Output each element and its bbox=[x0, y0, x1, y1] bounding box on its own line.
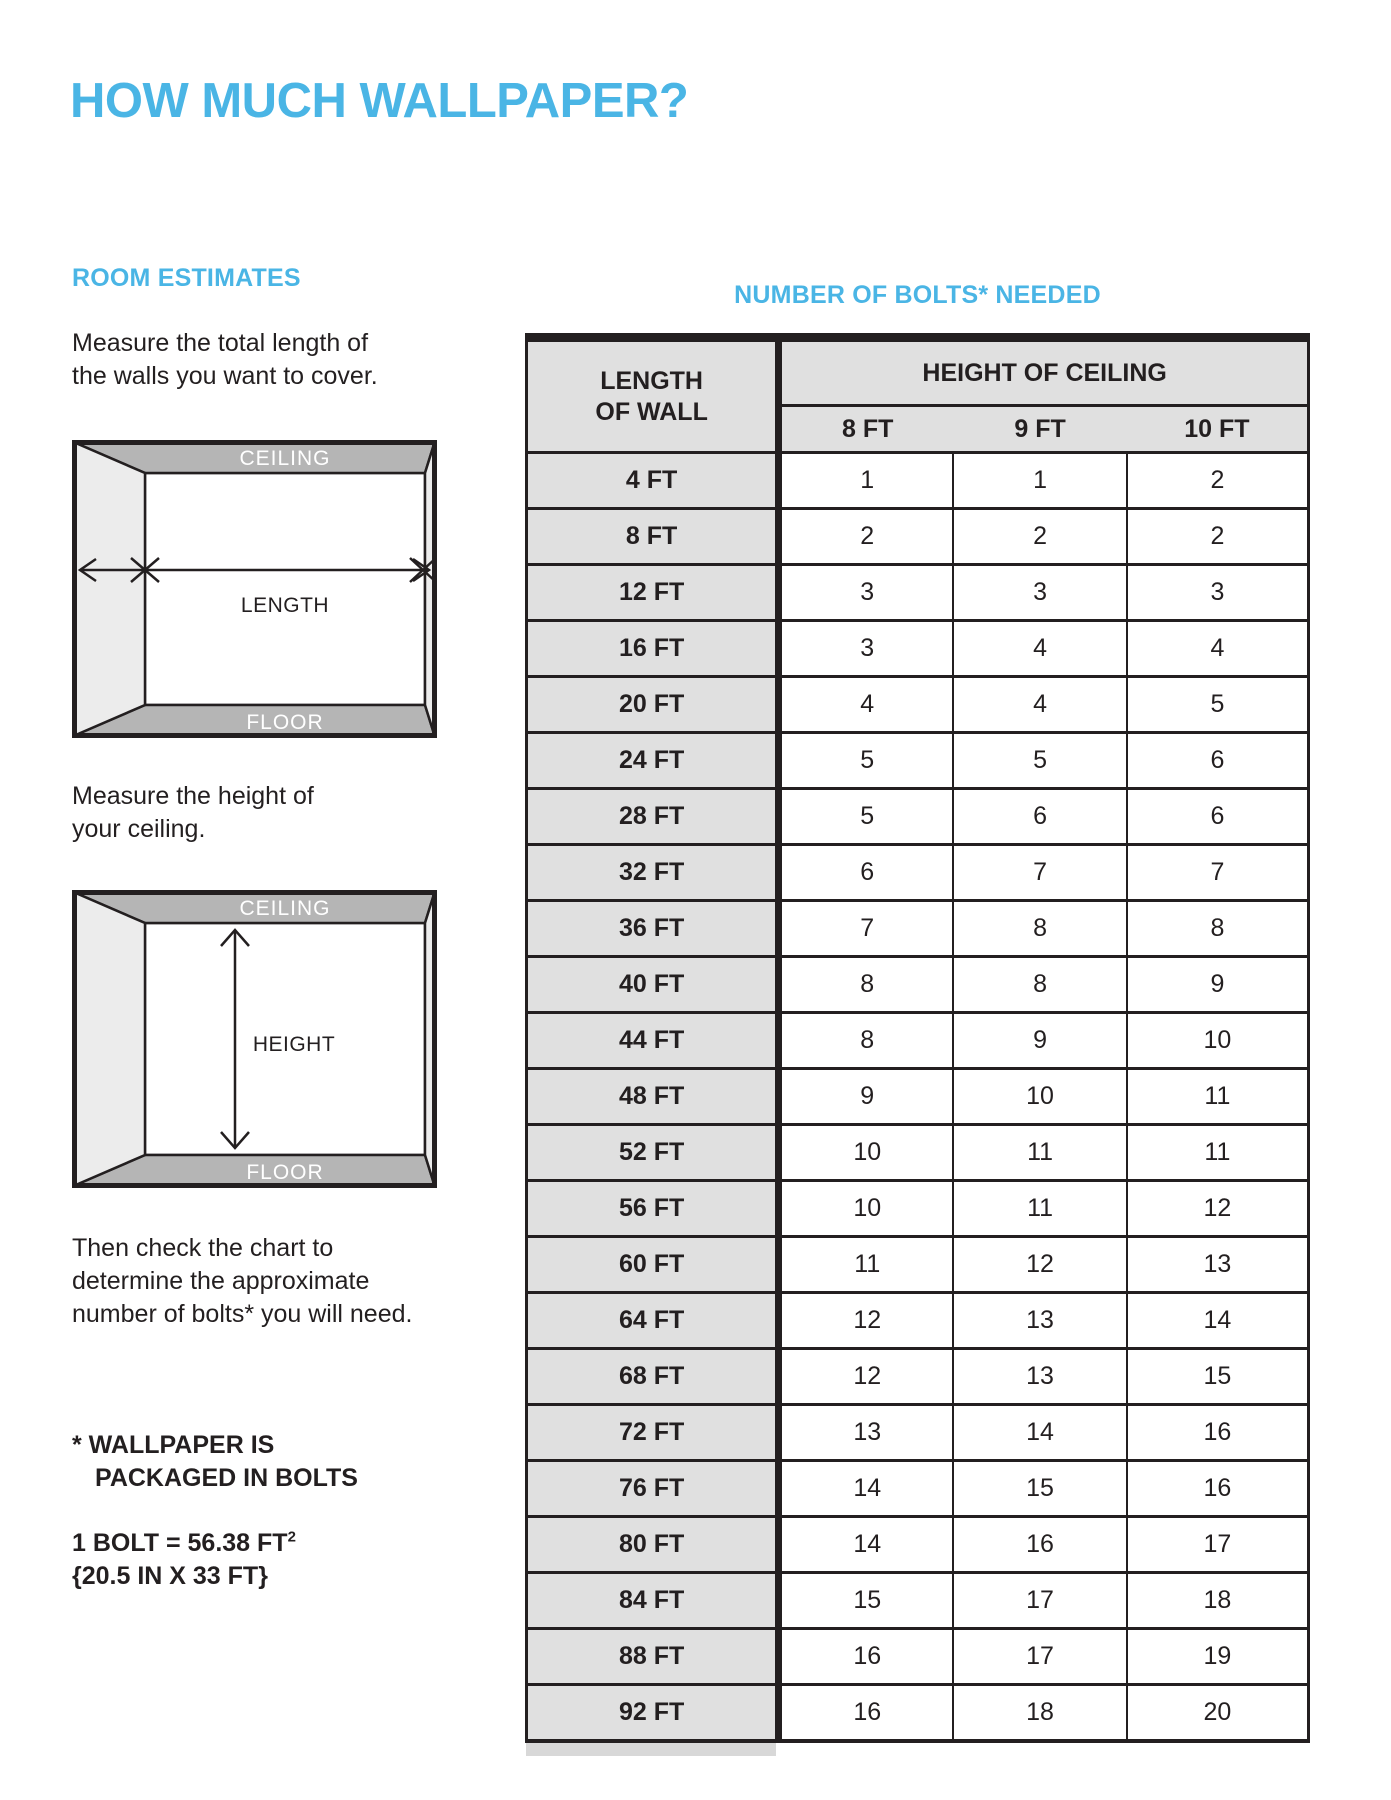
paragraph-line: Then check the chart to bbox=[72, 1234, 334, 1262]
back-wall-face bbox=[145, 473, 425, 705]
bolt-count-cell: 11 bbox=[953, 1181, 1127, 1237]
length-of-wall-header-line: OF WALL bbox=[595, 397, 708, 426]
table-row bbox=[527, 1517, 1309, 1573]
table-row bbox=[527, 789, 1309, 845]
bolt-count-cell: 6 bbox=[1127, 733, 1309, 789]
bolt-count-cell: 13 bbox=[953, 1349, 1127, 1405]
bolt-equation-text: 1 BOLT = 56.38 FT bbox=[72, 1529, 288, 1557]
col-header-8ft: 8 FT bbox=[779, 406, 954, 453]
length-of-wall-header bbox=[527, 338, 779, 453]
bolt-dimensions-line: {20.5 IN X 33 FT} bbox=[72, 1562, 268, 1590]
paragraph-line: number of bolts* you will need. bbox=[72, 1300, 413, 1328]
bolt-count-cell: 9 bbox=[953, 1013, 1127, 1069]
bolt-count-cell: 18 bbox=[1127, 1573, 1309, 1629]
row-label: 88 FT bbox=[527, 1629, 779, 1685]
row-label: 52 FT bbox=[527, 1125, 779, 1181]
bolt-count-cell: 16 bbox=[779, 1685, 954, 1742]
bolt-count-cell: 8 bbox=[1127, 901, 1309, 957]
bolt-count-cell: 9 bbox=[779, 1069, 954, 1125]
col-header-9ft: 9 FT bbox=[953, 406, 1127, 453]
bolt-count-cell: 14 bbox=[953, 1405, 1127, 1461]
bolt-count-cell: 15 bbox=[779, 1573, 954, 1629]
row-label: 8 FT bbox=[527, 509, 779, 565]
table-row bbox=[527, 1405, 1309, 1461]
bolt-equation-line bbox=[72, 1527, 296, 1560]
bolt-count-cell: 19 bbox=[1127, 1629, 1309, 1685]
table-row bbox=[527, 1349, 1309, 1405]
bolt-count-cell: 20 bbox=[1127, 1685, 1309, 1742]
bolt-count-cell: 16 bbox=[953, 1517, 1127, 1573]
paragraph-line: Measure the total length of bbox=[72, 329, 369, 357]
bolt-count-cell: 4 bbox=[953, 621, 1127, 677]
row-label: 20 FT bbox=[527, 677, 779, 733]
length-of-wall-header-line: LENGTH bbox=[600, 366, 703, 395]
check-chart-paragraph bbox=[72, 1232, 412, 1331]
height-label: HEIGHT bbox=[252, 1033, 336, 1056]
bolt-count-cell: 4 bbox=[779, 677, 954, 733]
bolt-count-cell: 1 bbox=[779, 453, 954, 509]
paragraph-line: the walls you want to cover. bbox=[72, 362, 378, 390]
bolts-table-body bbox=[527, 453, 1309, 1742]
room-length-diagram bbox=[72, 440, 437, 738]
bolt-count-cell: 16 bbox=[1127, 1461, 1309, 1517]
col-header-10ft: 10 FT bbox=[1127, 406, 1309, 453]
bolt-count-cell: 17 bbox=[953, 1573, 1127, 1629]
ceiling-label: CEILING bbox=[239, 897, 331, 920]
bolt-count-cell: 16 bbox=[1127, 1405, 1309, 1461]
footnote-line: * WALLPAPER IS bbox=[72, 1431, 275, 1459]
bolt-count-cell: 7 bbox=[953, 845, 1127, 901]
row-label: 60 FT bbox=[527, 1237, 779, 1293]
bolt-count-cell: 17 bbox=[953, 1629, 1127, 1685]
bolt-count-cell: 4 bbox=[953, 677, 1127, 733]
bolt-count-cell: 5 bbox=[779, 733, 954, 789]
table-row bbox=[527, 901, 1309, 957]
bolt-count-cell: 11 bbox=[1127, 1069, 1309, 1125]
row-label: 72 FT bbox=[527, 1405, 779, 1461]
bolt-equation-exponent: 2 bbox=[287, 1528, 296, 1546]
paragraph-line: determine the approximate bbox=[72, 1267, 370, 1295]
bolt-count-cell: 18 bbox=[953, 1685, 1127, 1742]
row-label: 92 FT bbox=[527, 1685, 779, 1742]
table-row bbox=[527, 845, 1309, 901]
bolt-count-cell: 8 bbox=[779, 957, 954, 1013]
left-wall-face bbox=[75, 893, 146, 1186]
table-row bbox=[527, 1293, 1309, 1349]
bolt-count-cell: 6 bbox=[1127, 789, 1309, 845]
bolt-count-cell: 12 bbox=[953, 1237, 1127, 1293]
bolts-table-wrapper bbox=[525, 333, 1310, 1756]
bolt-count-cell: 12 bbox=[779, 1293, 954, 1349]
bolt-count-cell: 2 bbox=[1127, 453, 1309, 509]
bolt-count-cell: 12 bbox=[779, 1349, 954, 1405]
paragraph-line: Measure the height of bbox=[72, 782, 314, 810]
bolt-count-cell: 13 bbox=[1127, 1237, 1309, 1293]
ceiling-label: CEILING bbox=[239, 447, 331, 470]
row-label: 40 FT bbox=[527, 957, 779, 1013]
floor-label: FLOOR bbox=[246, 1161, 324, 1184]
table-row bbox=[527, 509, 1309, 565]
bolt-count-cell: 6 bbox=[953, 789, 1127, 845]
bolts-table-heading: NUMBER OF BOLTS* NEEDED bbox=[734, 281, 1101, 309]
bolt-count-cell: 3 bbox=[953, 565, 1127, 621]
table-row bbox=[527, 565, 1309, 621]
row-label: 24 FT bbox=[527, 733, 779, 789]
bolt-count-cell: 3 bbox=[779, 621, 954, 677]
bolt-count-cell: 14 bbox=[1127, 1293, 1309, 1349]
bolt-count-cell: 13 bbox=[953, 1293, 1127, 1349]
page-title: HOW MUCH WALLPAPER? bbox=[70, 74, 689, 128]
measure-length-paragraph bbox=[72, 327, 378, 393]
row-label: 4 FT bbox=[527, 453, 779, 509]
bolt-count-cell: 1 bbox=[953, 453, 1127, 509]
wallpaper-bolts-footnote bbox=[72, 1429, 358, 1495]
bolt-count-cell: 12 bbox=[1127, 1181, 1309, 1237]
table-row bbox=[527, 1069, 1309, 1125]
floor-label: FLOOR bbox=[246, 711, 324, 734]
room-height-diagram bbox=[72, 890, 437, 1188]
bolts-table bbox=[525, 333, 1310, 1743]
bolt-size-info bbox=[72, 1527, 296, 1593]
row-label: 12 FT bbox=[527, 565, 779, 621]
bolt-count-cell: 7 bbox=[779, 901, 954, 957]
bolt-count-cell: 15 bbox=[1127, 1349, 1309, 1405]
table-row bbox=[527, 733, 1309, 789]
row-label: 16 FT bbox=[527, 621, 779, 677]
row-label: 76 FT bbox=[527, 1461, 779, 1517]
row-label: 32 FT bbox=[527, 845, 779, 901]
footnote-line: PACKAGED IN BOLTS bbox=[95, 1464, 358, 1492]
bolt-count-cell: 3 bbox=[779, 565, 954, 621]
table-row bbox=[527, 1125, 1309, 1181]
table-row bbox=[527, 1181, 1309, 1237]
table-row bbox=[527, 1237, 1309, 1293]
bolt-count-cell: 5 bbox=[1127, 677, 1309, 733]
bolt-count-cell: 5 bbox=[953, 733, 1127, 789]
bolt-count-cell: 10 bbox=[779, 1181, 954, 1237]
bolt-count-cell: 2 bbox=[953, 509, 1127, 565]
bolt-count-cell: 13 bbox=[779, 1405, 954, 1461]
length-label: LENGTH bbox=[240, 594, 330, 617]
bolt-count-cell: 8 bbox=[953, 901, 1127, 957]
row-label: 28 FT bbox=[527, 789, 779, 845]
bolt-count-cell: 10 bbox=[779, 1125, 954, 1181]
row-label: 36 FT bbox=[527, 901, 779, 957]
bolt-count-cell: 11 bbox=[953, 1125, 1127, 1181]
row-label: 64 FT bbox=[527, 1293, 779, 1349]
bolt-count-cell: 8 bbox=[779, 1013, 954, 1069]
bolt-count-cell: 3 bbox=[1127, 565, 1309, 621]
table-row bbox=[527, 1461, 1309, 1517]
bolt-count-cell: 11 bbox=[1127, 1125, 1309, 1181]
left-wall-face bbox=[75, 443, 146, 736]
bolt-count-cell: 11 bbox=[779, 1237, 954, 1293]
row-label: 80 FT bbox=[527, 1517, 779, 1573]
table-header-row-1 bbox=[527, 338, 1309, 406]
measure-height-paragraph bbox=[72, 780, 314, 846]
bolt-count-cell: 9 bbox=[1127, 957, 1309, 1013]
bolt-count-cell: 2 bbox=[1127, 509, 1309, 565]
bolt-count-cell: 7 bbox=[1127, 845, 1309, 901]
table-row bbox=[527, 1685, 1309, 1742]
bolt-count-cell: 14 bbox=[779, 1461, 954, 1517]
table-row bbox=[527, 1573, 1309, 1629]
table-row bbox=[527, 677, 1309, 733]
bolt-count-cell: 16 bbox=[779, 1629, 954, 1685]
room-estimates-heading: ROOM ESTIMATES bbox=[72, 264, 301, 292]
bolt-count-cell: 15 bbox=[953, 1461, 1127, 1517]
bolt-count-cell: 8 bbox=[953, 957, 1127, 1013]
table-row bbox=[527, 1629, 1309, 1685]
row-label: 84 FT bbox=[527, 1573, 779, 1629]
bolt-count-cell: 14 bbox=[779, 1517, 954, 1573]
bolt-count-cell: 2 bbox=[779, 509, 954, 565]
row-label: 44 FT bbox=[527, 1013, 779, 1069]
paragraph-line: your ceiling. bbox=[72, 815, 206, 843]
row-label: 48 FT bbox=[527, 1069, 779, 1125]
table-row bbox=[527, 453, 1309, 509]
bolt-count-cell: 4 bbox=[1127, 621, 1309, 677]
table-row bbox=[527, 957, 1309, 1013]
bolt-count-cell: 17 bbox=[1127, 1517, 1309, 1573]
table-footer-gray-strip bbox=[526, 1743, 776, 1756]
height-of-ceiling-header: HEIGHT OF CEILING bbox=[779, 338, 1309, 406]
bolt-count-cell: 10 bbox=[953, 1069, 1127, 1125]
table-row bbox=[527, 621, 1309, 677]
table-row bbox=[527, 1013, 1309, 1069]
bolt-count-cell: 10 bbox=[1127, 1013, 1309, 1069]
row-label: 68 FT bbox=[527, 1349, 779, 1405]
bolt-count-cell: 6 bbox=[779, 845, 954, 901]
bolt-count-cell: 5 bbox=[779, 789, 954, 845]
row-label: 56 FT bbox=[527, 1181, 779, 1237]
